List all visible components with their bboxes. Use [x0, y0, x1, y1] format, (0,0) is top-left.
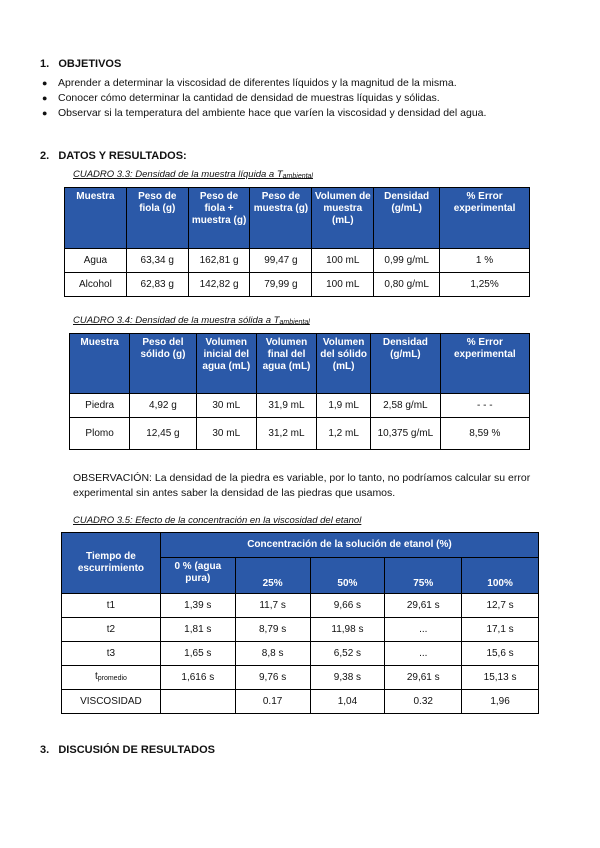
cell: 1,2 mL [317, 418, 371, 450]
table-row [62, 642, 539, 666]
table-header-row [70, 334, 530, 394]
cell: 12,45 g [130, 418, 196, 450]
cell: 1,616 s [160, 666, 235, 690]
cell: 0.32 [385, 690, 462, 714]
cell: 15,6 s [462, 642, 539, 666]
col-header: 100% [462, 558, 539, 594]
row-label: t3 [62, 642, 161, 666]
bullet-icon: ● [42, 93, 48, 103]
cell: 31,9 mL [256, 394, 316, 418]
table-row [65, 273, 530, 297]
cell: 99,47 g [250, 249, 312, 273]
cell: 8,59 % [440, 418, 529, 450]
objective-item [42, 76, 518, 90]
cell: 30 mL [196, 394, 256, 418]
cell: 142,82 g [188, 273, 250, 297]
cell: 62,83 g [126, 273, 188, 297]
cell: Piedra [70, 394, 130, 418]
col-header: Peso de fiola + muestra (g) [188, 188, 250, 249]
caption-text: CUADRO 3.3: Densidad de la muestra líquida a T [73, 169, 283, 180]
table-header-row [65, 188, 530, 249]
cell: 17,1 s [462, 618, 539, 642]
row-label: t1 [62, 594, 161, 618]
col-header: 25% [235, 558, 310, 594]
cell: 6,52 s [310, 642, 385, 666]
cell: 29,61 s [385, 666, 462, 690]
cell: 12,7 s [462, 594, 539, 618]
col-header: % Error experimental [440, 334, 529, 394]
col-header: Densidad (g/mL) [371, 334, 441, 394]
table1-caption [73, 169, 313, 180]
cell: 4,92 g [130, 394, 196, 418]
cell: 0,99 g/mL [374, 249, 440, 273]
cell: 8,79 s [235, 618, 310, 642]
section-title: DISCUSIÓN DE RESULTADOS [58, 744, 216, 756]
section-objetivos-heading [40, 58, 121, 70]
objective-text: Conocer cómo determinar la cantidad de densidad de muestras líquidas y sólidas. [58, 92, 440, 104]
cell: 30 mL [196, 418, 256, 450]
cell: 1 % [440, 249, 530, 273]
group-header: Concentración de la solución de etanol (%) [160, 533, 538, 558]
cell: 9,66 s [310, 594, 385, 618]
cell: 1,39 s [160, 594, 235, 618]
col-header: Peso del sólido (g) [130, 334, 196, 394]
col-header: Volumen de muestra (mL) [312, 188, 374, 249]
cell: 1,65 s [160, 642, 235, 666]
section-number: 1. [40, 58, 50, 70]
cell: ... [385, 642, 462, 666]
cell: Plomo [70, 418, 130, 450]
table-row [70, 394, 530, 418]
cell: 11,7 s [235, 594, 310, 618]
objective-item [42, 91, 518, 105]
cell: 63,34 g [126, 249, 188, 273]
col-header: 0 % (agua pura) [160, 558, 235, 594]
objective-text: Observar si la temperatura del ambiente hace que varíen la viscosidad y densidad del agua. [58, 107, 487, 119]
cell: 31,2 mL [256, 418, 316, 450]
cell: 1,96 [462, 690, 539, 714]
cell: Alcohol [65, 273, 127, 297]
cell: 162,81 g [188, 249, 250, 273]
col-header: Peso de fiola (g) [126, 188, 188, 249]
cell: 0,80 g/mL [374, 273, 440, 297]
table3-caption: CUADRO 3.5: Efecto de la concentración en la viscosidad del etanol [73, 515, 362, 526]
row-label [62, 666, 161, 690]
bullet-icon: ● [42, 78, 48, 88]
col-header: 50% [310, 558, 385, 594]
section-datos-heading [40, 150, 187, 162]
cell: Agua [65, 249, 127, 273]
bullet-icon: ● [42, 108, 48, 118]
objective-item [42, 106, 498, 120]
col-header: Peso de muestra (g) [250, 188, 312, 249]
col-header: % Error experimental [440, 188, 530, 249]
col-header: 75% [385, 558, 462, 594]
cell: 1,25% [440, 273, 530, 297]
cell: 100 mL [312, 249, 374, 273]
section-discusion-heading [40, 744, 215, 756]
cell: 1,81 s [160, 618, 235, 642]
row-label: t2 [62, 618, 161, 642]
row-label: VISCOSIDAD [62, 690, 161, 714]
table-row [62, 594, 539, 618]
col-header: Muestra [65, 188, 127, 249]
cell: 0.17 [235, 690, 310, 714]
cell: 79,99 g [250, 273, 312, 297]
cell: 2,58 g/mL [371, 394, 441, 418]
table2-caption [73, 315, 310, 326]
table-row [65, 249, 530, 273]
table-liquid-density [64, 187, 530, 297]
cell: 9,76 s [235, 666, 310, 690]
cell: - - - [440, 394, 529, 418]
section-title: DATOS Y RESULTADOS: [58, 150, 187, 162]
cell: 15,13 s [462, 666, 539, 690]
table-row [62, 690, 539, 714]
corner-header: Tiempo de escurrimiento [62, 533, 161, 594]
cell: 1,9 mL [317, 394, 371, 418]
col-header: Volumen inicial del agua (mL) [196, 334, 256, 394]
col-header: Volumen final del agua (mL) [256, 334, 316, 394]
col-header: Volumen del sólido (mL) [317, 334, 371, 394]
cell: ... [385, 618, 462, 642]
cell: 100 mL [312, 273, 374, 297]
caption-subscript: ambiental [282, 173, 313, 180]
col-header: Densidad (g/mL) [374, 188, 440, 249]
objective-text: Aprender a determinar la viscosidad de diferentes líquidos y la magnitud de la misma. [58, 77, 457, 89]
cell: 10,375 g/mL [371, 418, 441, 450]
table-solid-density [69, 333, 530, 450]
table-row [62, 618, 539, 642]
section-number: 3. [40, 744, 50, 756]
section-number: 2. [40, 150, 50, 162]
cell: 1,04 [310, 690, 385, 714]
cell: 9,38 s [310, 666, 385, 690]
row-label-subscript: promedio [97, 674, 127, 682]
table-header-row [62, 533, 539, 558]
section-title: OBJETIVOS [58, 58, 122, 70]
cell: 11,98 s [310, 618, 385, 642]
row-label-main: t [94, 670, 98, 682]
cell [160, 690, 235, 714]
cell: 8,8 s [235, 642, 310, 666]
cell: 29,61 s [385, 594, 462, 618]
caption-subscript: ambiental [279, 319, 310, 326]
observation-text: OBSERVACIÓN: La densidad de la piedra es variable, por lo tanto, no podríamos calcular su error experimental sin antes saber la densidad de las piedras que usamos. [73, 472, 531, 499]
table-row [62, 666, 539, 690]
caption-text: CUADRO 3.4: Densidad de la muestra sólida a T [73, 315, 280, 326]
col-header: Muestra [70, 334, 130, 394]
table-row [70, 418, 530, 450]
table-ethanol-viscosity [61, 532, 539, 714]
